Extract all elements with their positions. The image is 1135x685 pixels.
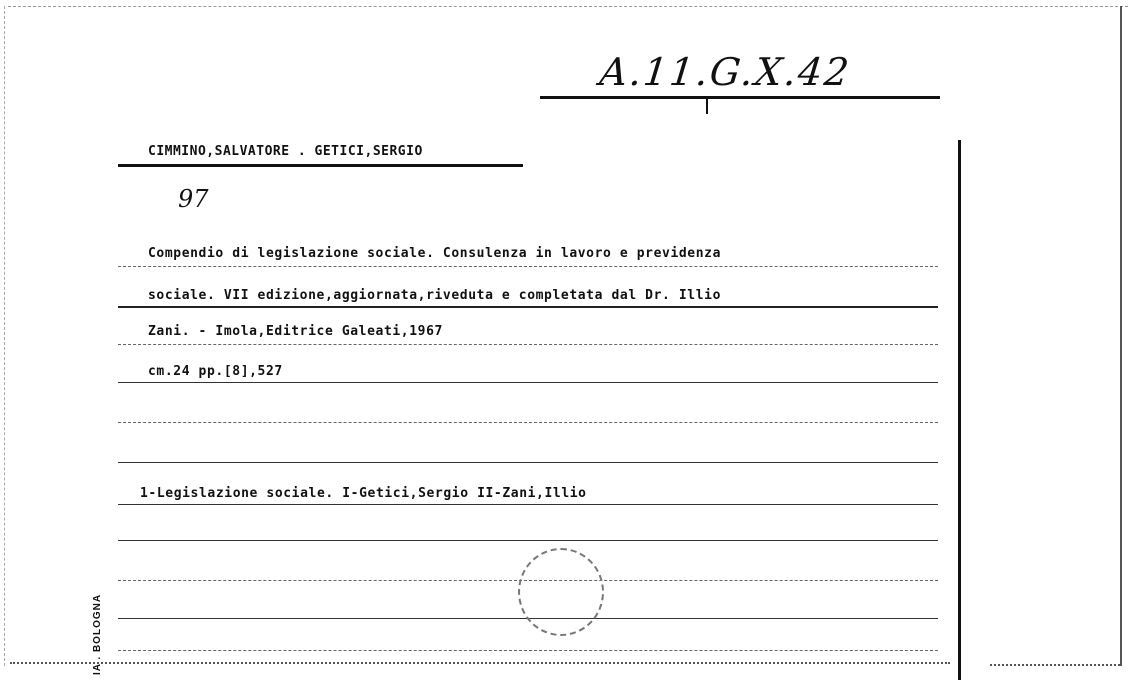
- card-right-edge: [1120, 6, 1122, 666]
- author-underline: [118, 164, 523, 167]
- title-line-2: sociale. VII edizione,aggiornata,riveduta e completata dal Dr. Illio: [148, 288, 722, 303]
- ruled-line: [118, 504, 938, 505]
- imprint-line: Zani. - Imola,Editrice Galeati,1967: [148, 324, 443, 339]
- library-stamp-text: IA . BOLOGNA: [92, 593, 103, 675]
- card-left-edge: [4, 6, 5, 666]
- card-top-edge: [8, 6, 1128, 7]
- ruled-line: [118, 266, 938, 267]
- ruled-line: [118, 344, 938, 345]
- call-number: 97: [178, 185, 209, 213]
- library-stamp-circle: [518, 548, 604, 636]
- card-right-margin-rule: [958, 140, 961, 680]
- ruled-line: [118, 462, 938, 463]
- ruled-line: [118, 650, 938, 651]
- ruled-line: [118, 540, 938, 541]
- collation-line: cm.24 pp.[8],527: [148, 364, 283, 379]
- shelfmark: A.11.G.X.42: [597, 50, 853, 94]
- scan-edge-noise: [990, 664, 1120, 674]
- shelfmark-tick: [706, 96, 708, 114]
- subject-tracings: 1-Legislazione sociale. I-Getici,Sergio II-Zani,Illio: [140, 486, 587, 501]
- shelfmark-underline: [540, 96, 940, 99]
- ruled-line: [118, 306, 938, 308]
- scan-edge-noise: [10, 662, 950, 674]
- title-line-1: Compendio di legislazione sociale. Consulenza in lavoro e previdenza: [148, 246, 722, 261]
- author-heading: CIMMINO,SALVATORE . GETICI,SERGIO: [148, 144, 423, 159]
- ruled-line: [118, 422, 938, 423]
- ruled-line: [118, 382, 938, 383]
